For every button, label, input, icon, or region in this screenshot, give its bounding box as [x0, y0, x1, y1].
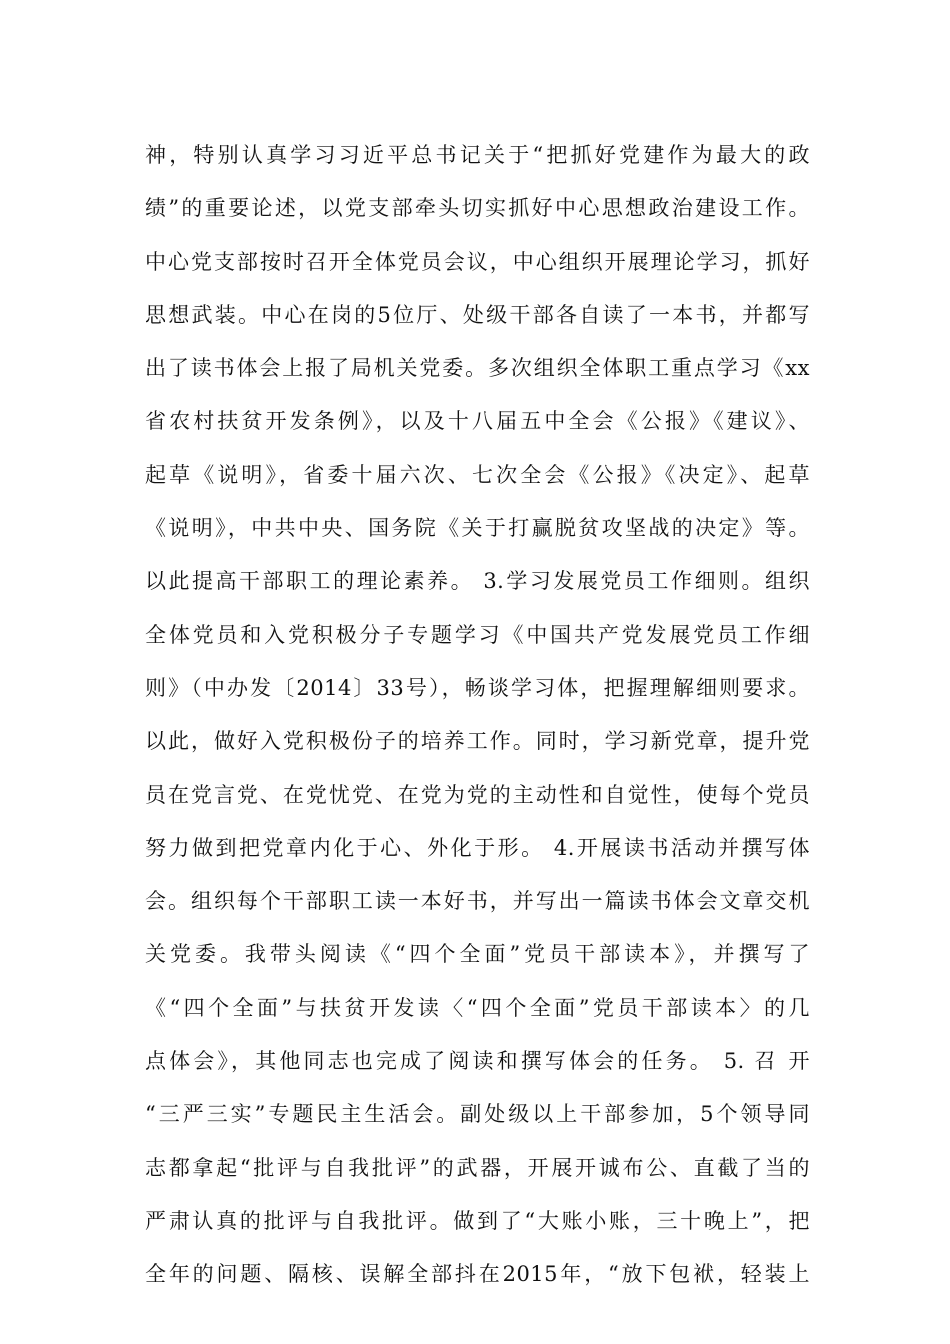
text-line: 全体党员和入党积极分子专题学习《中国共产党发展党员工作细	[145, 622, 810, 647]
text-line: 中心党支部按时召开全体党员会议，中心组织开展理论学习，抓好	[145, 249, 810, 274]
text-line: 神，特别认真学习习近平总书记关于“把抓好党建作为最大的政	[145, 143, 810, 167]
text-line: 严肃认真的批评与自我批评。做到了“大账小账，三十晚上”，把	[145, 1208, 810, 1233]
text-line: “三严三实”专题民主生活会。副处级以上干部参加，5个领导同	[145, 1102, 810, 1127]
text-line: 关党委。我带头阅读《“四个全面”党员干部读本》，并撰写了	[145, 942, 810, 967]
text-line: 员在党言党、在党忧党、在党为党的主动性和自觉性，使每个党员	[145, 782, 810, 807]
text-line: 全年的问题、隔核、误解全部抖在2015年，“放下包袱，轻装上	[145, 1262, 810, 1287]
text-line: 《“四个全面”与扶贫开发读〈“四个全面”党员干部读本〉的几	[145, 995, 810, 1020]
text-line: 会。组织每个干部职工读一本好书，并写出一篇读书体会文章交机	[145, 889, 810, 914]
text-line: 省农村扶贫开发条例》，以及十八届五中全会《公报》《建议》、	[145, 409, 810, 434]
text-line: 出了读书体会上报了局机关党委。多次组织全体职工重点学习《xx	[145, 356, 810, 381]
text-line: 以此提高干部职工的理论素养。 3.学习发展党员工作细则。组织	[145, 569, 810, 594]
text-line: 绩”的重要论述，以党支部牵头切实抓好中心思想政治建设工作。	[145, 196, 810, 221]
text-line: 起草《说明》，省委十届六次、七次全会《公报》《决定》、起草	[145, 462, 810, 487]
text-line: 思想武装。中心在岗的5位厅、处级干部各自读了一本书，并都写	[145, 302, 810, 327]
text-line: 《说明》，中共中央、国务院《关于打赢脱贫攻坚战的决定》等。	[145, 516, 810, 541]
text-line: 志都拿起“批评与自我批评”的武器，开展开诚布公、直截了当的	[145, 1155, 810, 1180]
body-text	[145, 129, 810, 1302]
text-line: 以此，做好入党积极份子的培养工作。同时，学习新党章，提升党	[145, 729, 810, 754]
text-line: 努力做到把党章内化于心、外化于形。 4.开展读书活动并撰写体	[145, 835, 810, 860]
text-line: 则》（中办发〔2014〕33号），畅谈学习体，把握理解细则要求。	[145, 675, 810, 700]
text-line: 点体会》，其他同志也完成了阅读和撰写体会的任务。 5. 召 开	[145, 1049, 810, 1074]
